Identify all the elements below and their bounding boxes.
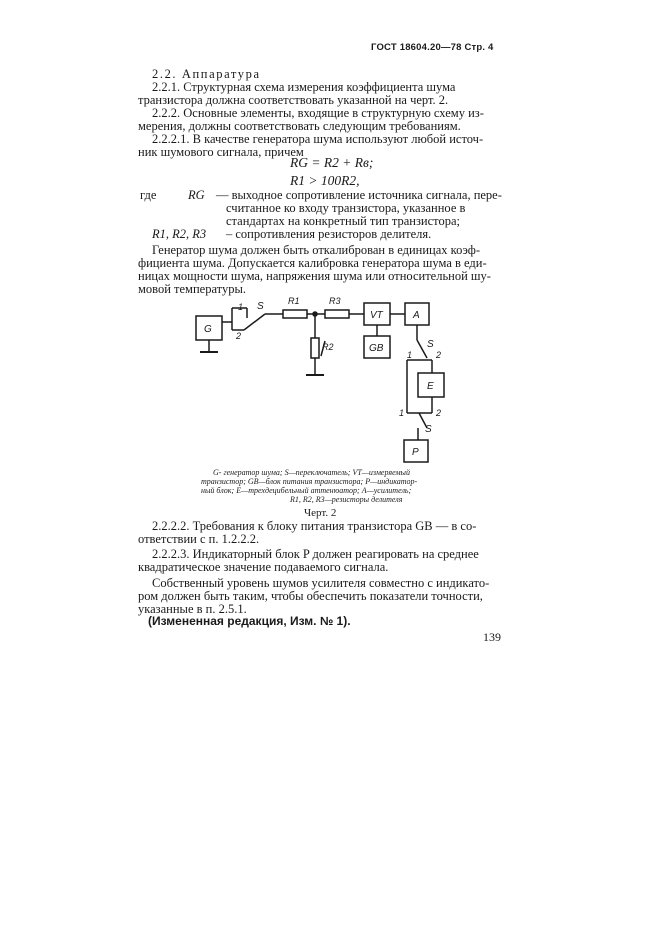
noise-par-line-1: Собственный уровень шумов усилителя совместно с индикато- — [152, 576, 490, 590]
label-r2: R2 — [322, 342, 334, 352]
section-heading: 2.2. Аппаратура — [152, 67, 261, 81]
label-r3: R3 — [329, 296, 341, 306]
formula-r1: R1 > 100R2, — [290, 173, 360, 188]
generator-par-line-2: фициента шума. Допускается калибровка генератора шума в еди- — [138, 256, 487, 270]
paragraph-2-2-2-1-line-2: ник шумового сигнала, причем — [138, 145, 304, 159]
label-s-lower: S — [425, 424, 432, 435]
page-number: 139 — [483, 630, 501, 644]
label-terminal-2-upper: 2 — [436, 350, 442, 360]
caption-line-3: ный блок; E—трехдецибельный аттенюатор; A—усилитель; — [201, 486, 412, 495]
resistor-r1 — [283, 310, 307, 318]
r-desc: – сопротивления резисторов делителя. — [226, 227, 432, 241]
rg-desc-line-1: — выходное сопротивление источника сигнала, пере- — [216, 188, 502, 202]
paragraph-2-2-1-line-1: 2.2.1. Структурная схема измерения коэффициента шума — [152, 80, 456, 94]
paragraph-2-2-2-line-1: 2.2.2. Основные элементы, входящие в структурную схему из- — [152, 106, 484, 120]
label-terminal-2-lower: 2 — [436, 408, 442, 418]
generator-par-line-3: ницах мощности шума, напряжения шума или относительной шу- — [138, 269, 491, 283]
caption-line-1: G- генератор шума; S—переключатель; VT—измеряемый — [213, 468, 410, 477]
label-terminal-1-lower: 1 — [399, 408, 405, 418]
where-label: где — [140, 188, 157, 202]
label-g: G — [204, 324, 212, 335]
paragraph-2-2-2-1-line-1: 2.2.2.1. В качестве генератора шума используют любой источ- — [152, 132, 484, 146]
page-header: ГОСТ 18604.20—78 Стр. 4 — [371, 42, 494, 53]
amendment-note: (Измененная редакция, Изм. № 1). — [148, 614, 351, 628]
generator-par-line-1: Генератор шума должен быть откалиброван в единицах коэф- — [152, 243, 481, 257]
switch-upper-lever — [417, 340, 427, 358]
rg-desc-line-3: стандартах на конкретный тип транзистора; — [226, 214, 460, 228]
paragraph-2-2-2-2-line-1: 2.2.2.2. Требования к блоку питания транзистора GB — в со- — [152, 519, 477, 533]
paragraph-2-2-2-2-line-2: ответствии с п. 1.2.2.2. — [138, 532, 260, 546]
paragraph-2-2-2-3-line-2: квадратическое значение подаваемого сигнала. — [138, 560, 389, 574]
noise-par-line-2: ром должен быть таким, чтобы обеспечить показатели точности, — [138, 589, 483, 603]
paragraph-2-2-2-line-2: мерения, должны соответствовать следующим требованиям. — [138, 119, 461, 133]
label-s: S — [257, 301, 264, 312]
label-gb: GB — [369, 343, 384, 354]
r-symbols: R1, R2, R3 — [152, 227, 207, 241]
paragraph-2-2-2-3-line-1: 2.2.2.3. Индикаторный блок P должен реагировать на среднее — [152, 547, 479, 561]
label-s-upper: S — [427, 339, 434, 350]
label-terminal-1: 1 — [238, 302, 244, 312]
label-e: E — [427, 381, 434, 392]
formula-rg: RG = R2 + Rв; — [290, 155, 374, 170]
generator-par-line-4: мовой температуры. — [138, 282, 246, 296]
caption-line-4: R1, R2, R3—резисторы делителя — [290, 495, 403, 504]
label-p: P — [412, 447, 419, 458]
label-terminal-1-upper: 1 — [407, 350, 413, 360]
label-a: A — [413, 310, 420, 321]
resistor-r3 — [325, 310, 349, 318]
label-vt: VT — [370, 310, 383, 321]
caption-line-2: транзистор; GB—блок питания транзистора; P—индикатор- — [201, 477, 418, 486]
resistor-r2 — [311, 338, 319, 358]
noise-par-line-3: указанные в п. 2.5.1. — [138, 602, 247, 616]
rg-symbol: RG — [188, 188, 205, 202]
label-terminal-2: 2 — [236, 331, 242, 341]
figure-title: Черт. 2 — [304, 507, 337, 519]
rg-desc-line-2: считанное ко входу транзистора, указанное в — [226, 201, 466, 215]
paragraph-2-2-1-line-2: транзистора должна соответствовать указанной на черт. 2. — [138, 93, 449, 107]
label-r1: R1 — [288, 296, 300, 306]
